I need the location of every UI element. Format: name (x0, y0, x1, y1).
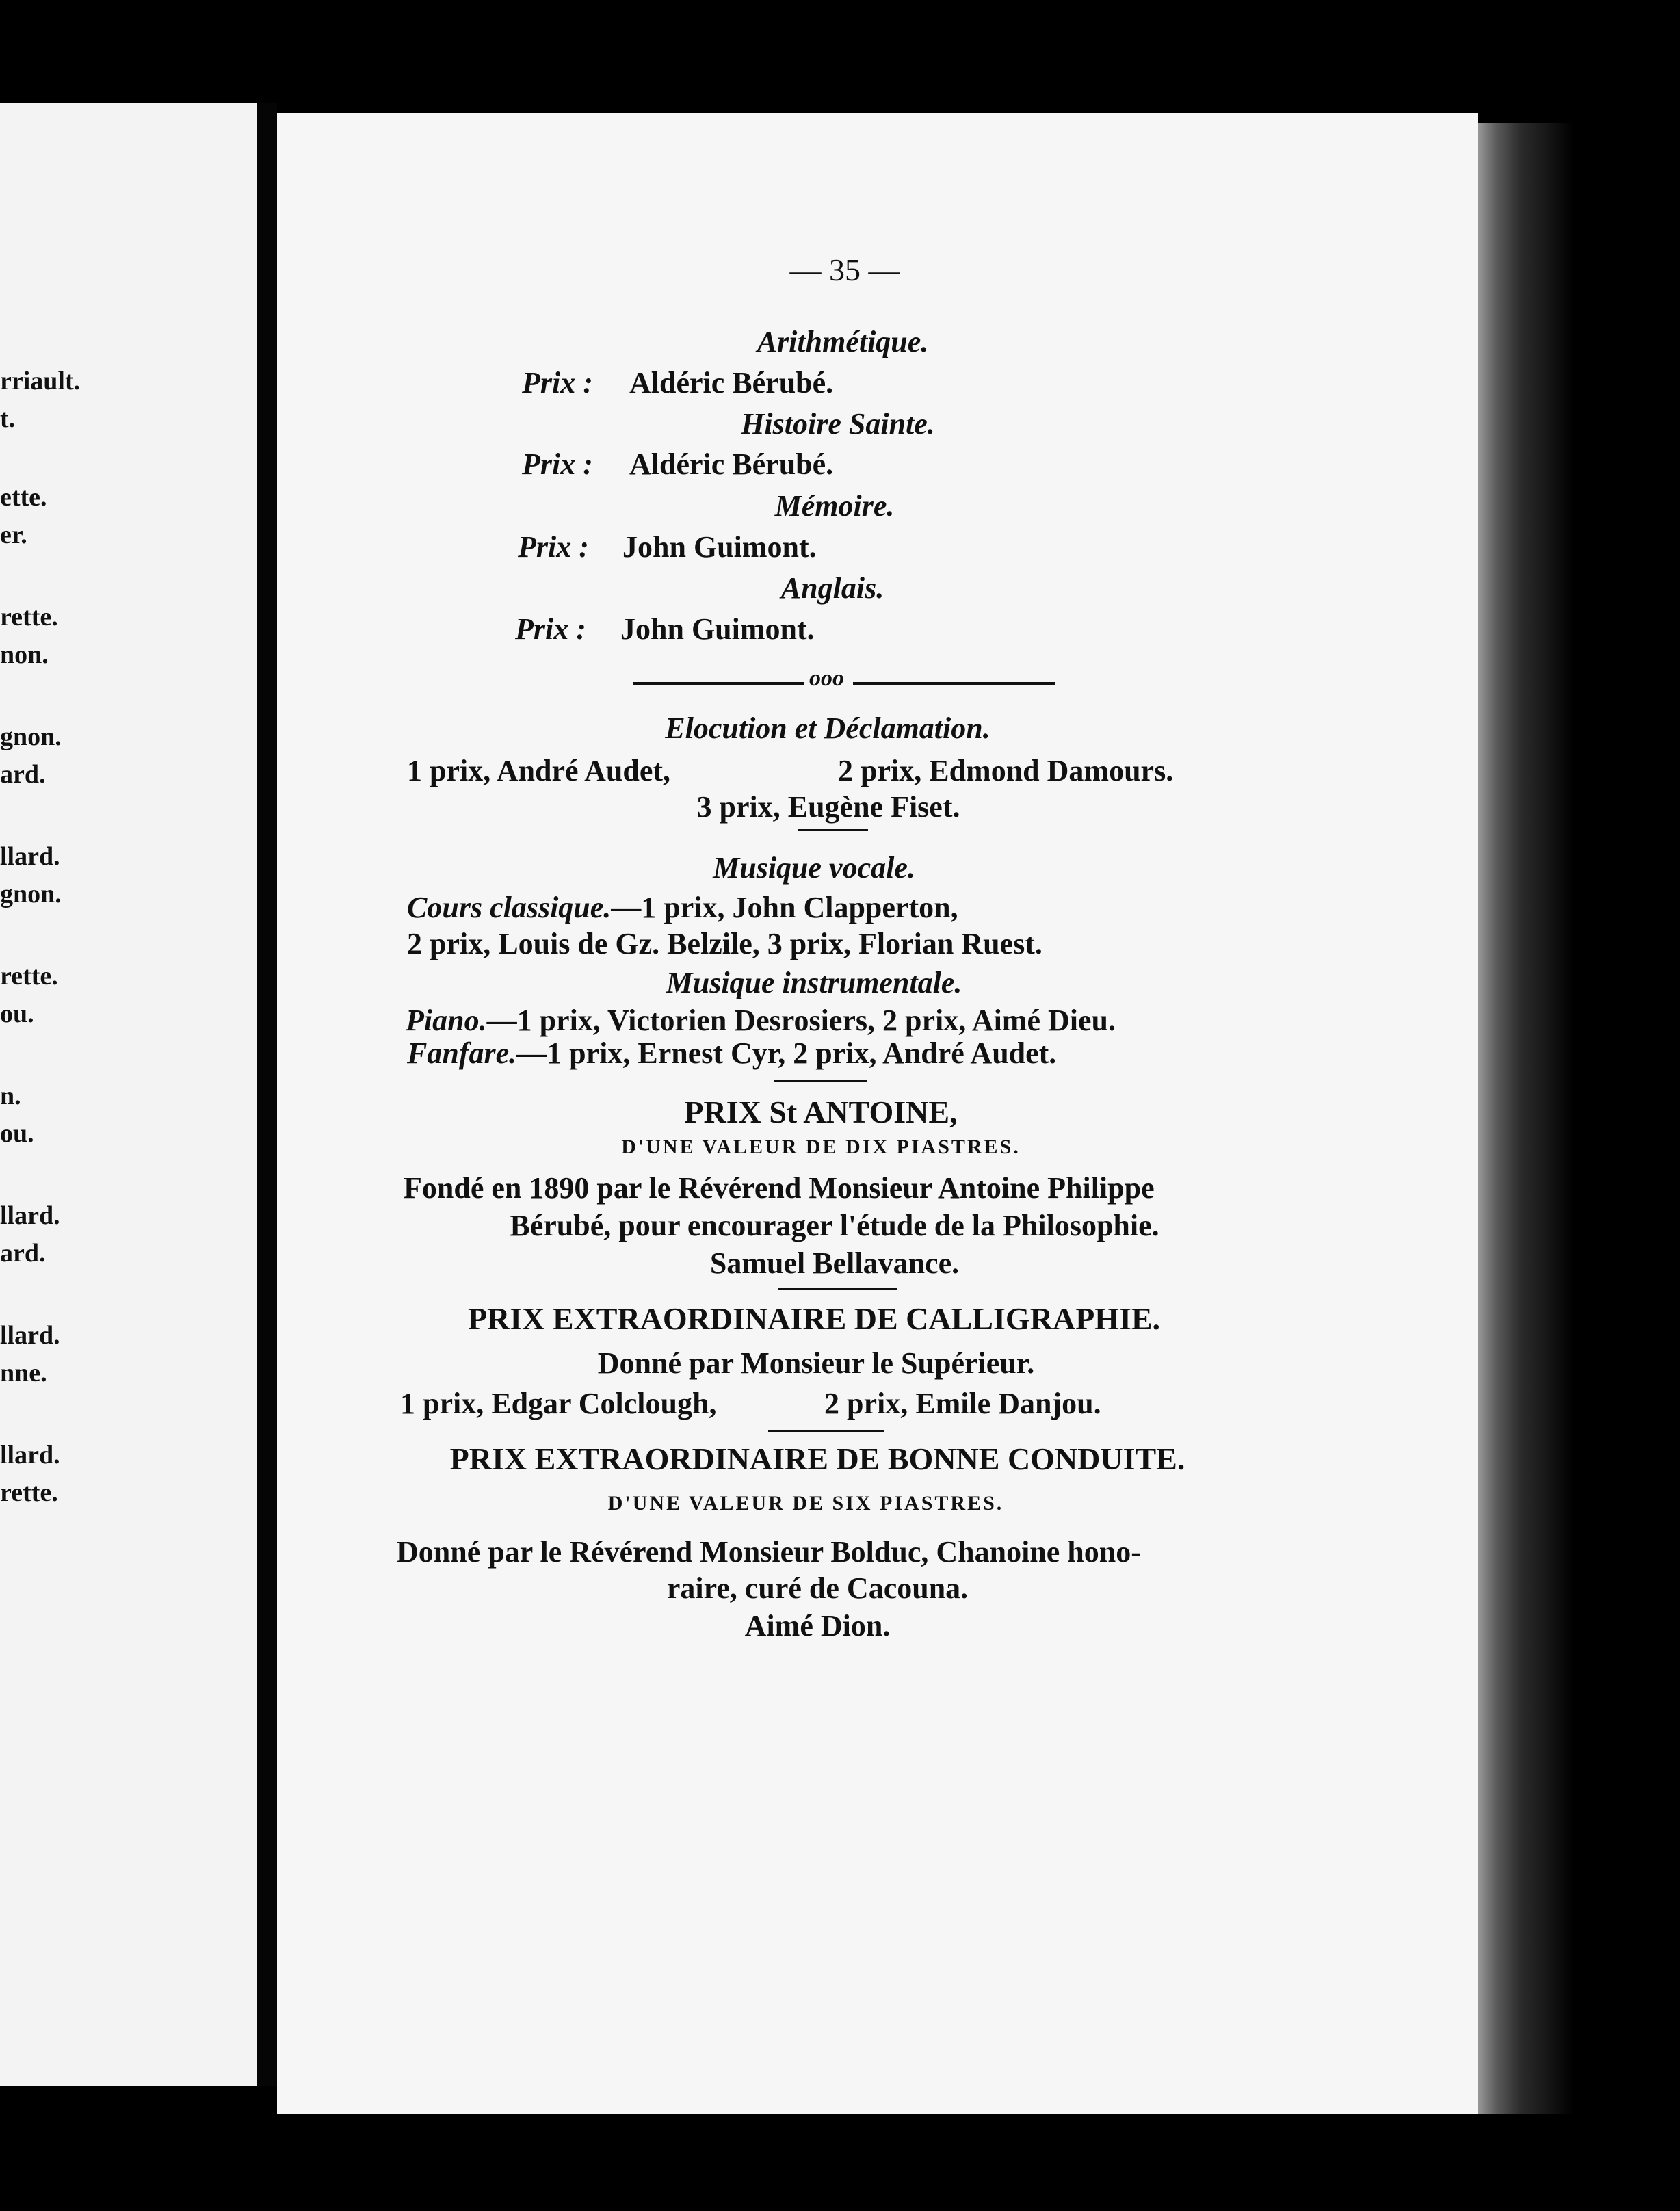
left-page (0, 103, 257, 2086)
section-heading-memoire: Mémoire. (774, 489, 895, 523)
left-fragment: er. (0, 521, 27, 549)
prize-title-calligraphie: PRIX EXTRAORDINAIRE DE CALLIGRAPHIE. (467, 1301, 1161, 1336)
calligraphie-donor: Donné par Monsieur le Supérieur. (597, 1346, 1035, 1380)
prize-title-bonne-conduite: PRIX EXTRAORDINAIRE DE BONNE CONDUITE. (449, 1441, 1185, 1476)
prize-winner: Samuel Bellavance. (709, 1246, 960, 1280)
divider-rule (778, 1288, 897, 1290)
bonne-conduite-line: raire, curé de Cacouna. (666, 1571, 969, 1605)
fanfare-line (407, 1038, 1056, 1069)
section-heading-histoire: Histoire Sainte. (741, 407, 935, 441)
left-fragment: llard. (0, 1441, 60, 1469)
label-cours-classique: Cours classique. (407, 891, 612, 924)
prize-winner: Aldéric Bérubé. (629, 447, 834, 481)
page-number: — 35 — (789, 252, 900, 287)
calligraphie-line: 1 prix, Edgar Colclough, (400, 1387, 717, 1420)
calligraphie-line: 2 prix, Emile Danjou. (824, 1387, 1101, 1420)
left-fragment: ou. (0, 1119, 34, 1148)
left-fragment: gnon. (0, 722, 62, 751)
left-fragment: non. (0, 640, 49, 669)
section-heading-arithmetique: Arithmétique. (757, 325, 929, 358)
prize-winner: John Guimont. (622, 530, 817, 564)
musique-vocale-text: —1 prix, John Clapperton, (611, 891, 958, 924)
musique-vocale-line (407, 893, 958, 923)
section-heading-elocution: Elocution et Déclamation. (665, 711, 990, 745)
prize-title-st-antoine: PRIX St ANTOINE, (684, 1095, 958, 1129)
st-antoine-line: Fondé en 1890 par le Révérend Monsieur Antoine Philippe (404, 1171, 1155, 1205)
section-heading-musique-instrumentale: Musique instrumentale. (666, 966, 962, 999)
right-page (277, 113, 1478, 2114)
prize-value: D'UNE VALEUR DE SIX PIASTRES. (607, 1492, 1004, 1515)
bonne-conduite-line: Donné par le Révérend Monsieur Bolduc, Chanoine hono- (397, 1535, 1141, 1569)
left-fragment: ou. (0, 999, 34, 1028)
prize-winner: John Guimont. (620, 612, 815, 646)
divider-rule (768, 1430, 884, 1432)
left-fragment: llard. (0, 1201, 60, 1230)
left-fragment: t. (0, 404, 16, 433)
left-fragment: ette. (0, 483, 47, 512)
divider-rule (798, 829, 868, 831)
left-fragment: n. (0, 1082, 21, 1110)
left-fragment: ard. (0, 1239, 46, 1268)
left-fragment: llard. (0, 842, 60, 871)
left-fragment: ard. (0, 760, 46, 789)
section-heading-anglais: Anglais. (780, 571, 884, 605)
left-fragment: rette. (0, 603, 58, 631)
book-gutter (257, 103, 277, 2086)
elocution-line: 3 prix, Eugène Fiset. (696, 790, 960, 824)
left-fragment: gnon. (0, 880, 62, 908)
divider-ornament: ooo (809, 666, 844, 691)
prize-value: D'UNE VALEUR DE DIX PIASTRES. (621, 1136, 1021, 1158)
musique-vocale-line: 2 prix, Louis de Gz. Belzile, 3 prix, Florian Ruest. (407, 927, 1042, 960)
piano-line (406, 1006, 1116, 1036)
section-heading-musique-vocale: Musique vocale. (713, 851, 915, 885)
divider-rule (633, 682, 804, 685)
left-fragment: llard. (0, 1321, 60, 1350)
left-fragment: rriault. (0, 367, 81, 395)
label-fanfare: Fanfare. (407, 1036, 517, 1070)
fanfare-text: —1 prix, Ernest Cyr, 2 prix, André Audet. (516, 1036, 1057, 1070)
divider-rule (774, 1080, 867, 1082)
left-fragment: nne. (0, 1359, 47, 1387)
divider-rule (853, 682, 1055, 685)
st-antoine-line: Bérubé, pour encourager l'étude de la Philosophie. (510, 1209, 1159, 1242)
prize-label: Prix : (522, 447, 593, 481)
prize-winner: Aimé Dion. (744, 1609, 891, 1643)
page-edges (1478, 123, 1573, 2114)
prize-label: Prix : (515, 612, 586, 646)
label-piano: Piano. (406, 1004, 487, 1037)
elocution-line: 1 prix, André Audet, (407, 754, 671, 787)
piano-text: —1 prix, Victorien Desrosiers, 2 prix, Aimé Dieu. (486, 1004, 1116, 1037)
prize-winner: Aldéric Bérubé. (629, 366, 834, 400)
elocution-line: 2 prix, Edmond Damours. (838, 754, 1174, 787)
left-fragment: rette. (0, 962, 58, 991)
prize-label: Prix : (522, 366, 593, 400)
prize-label: Prix : (518, 530, 589, 564)
left-fragment: rette. (0, 1478, 58, 1507)
